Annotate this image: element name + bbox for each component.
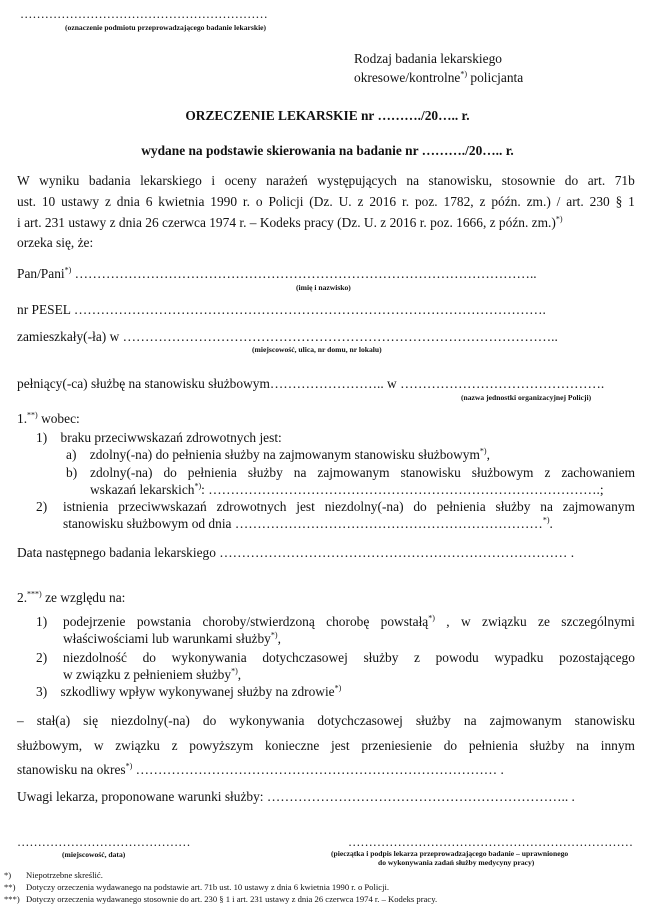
section2-heading: 2.***) ze względu na: xyxy=(17,589,126,605)
word: kwietnia xyxy=(158,194,205,209)
word: na xyxy=(576,738,589,753)
word: do xyxy=(142,650,156,665)
word: poz. xyxy=(414,194,438,209)
word: pełnienia xyxy=(468,738,518,753)
next-exam-date[interactable]: Data następnego badania lekarskiego …………………………………………………………………… . xyxy=(17,545,575,560)
word: konieczne xyxy=(264,738,320,753)
option-b-line2[interactable]: wskazań lekarskich*): …………………………………………………………………………….; xyxy=(90,481,604,497)
word: w xyxy=(93,738,104,753)
word: dotychczasowej xyxy=(317,713,403,728)
word: wykonywania xyxy=(229,713,305,728)
entity-dots: …………………………………………………… xyxy=(20,7,268,21)
word: wypadku xyxy=(494,650,544,665)
section2-item2-line1[interactable] xyxy=(63,650,635,666)
conclusion-line3[interactable]: stanowisku na okres*) ……………………………………………………………………… . xyxy=(17,761,504,777)
section1-item2-line2[interactable]: stanowisku służbowym od dnia ……………………………………………………………*). xyxy=(63,515,553,531)
section1-heading: 1.**) wobec: xyxy=(17,410,80,426)
word: 2016 xyxy=(369,194,397,209)
word: służby xyxy=(529,738,565,753)
word: i xyxy=(211,173,216,188)
word: zajmowanym xyxy=(317,465,390,480)
word: wykonywania xyxy=(171,650,247,665)
intro-line1 xyxy=(17,173,635,189)
word: stanowisku xyxy=(400,465,461,480)
word: służby xyxy=(415,713,451,728)
word: oceny xyxy=(224,173,257,188)
word: z xyxy=(414,650,420,665)
word: na xyxy=(463,713,477,728)
word: r. xyxy=(242,194,250,209)
word: – xyxy=(17,713,24,728)
section2-item1-line1[interactable] xyxy=(63,614,635,630)
document-subtitle: wydane na podstawie skierowania na badanie nr ………./20….. r. xyxy=(141,143,514,158)
word: zdolny(-na) xyxy=(90,465,153,480)
word: art. xyxy=(566,194,584,209)
conclusion-line2 xyxy=(17,738,635,754)
word: 1990 xyxy=(210,194,238,209)
word: zm.) xyxy=(526,194,551,209)
entity-caption: (oznaczenie podmiotu przeprowadzającego badanie lekarskie) xyxy=(65,23,267,32)
word: z xyxy=(104,194,111,209)
word: niezdolny(-na) xyxy=(111,713,190,728)
word: stał(a) xyxy=(36,713,71,728)
footnote-3: ***) Dotyczy orzeczenia wydawanego stosownie do art. 230 § 1 i art. 231 ustawy z dnia 26 czerwca 1974 r. – Kodeks pracy. xyxy=(4,894,438,904)
word: powstania xyxy=(136,614,192,629)
word: istnienia xyxy=(63,499,109,514)
service-field[interactable]: pełniący(-ca) służbę na stanowisku służbowym…………………….. w ………………………………………. xyxy=(17,376,605,391)
word: niezdolny(-na) xyxy=(324,499,404,514)
word: związku xyxy=(482,614,527,629)
exam-type-line2: okresowe/kontrolne*) policjanta xyxy=(354,69,524,85)
word: lekarskiego xyxy=(140,173,202,188)
word: stanowisku xyxy=(574,713,635,728)
address-field[interactable]: zamieszkały(-ła) w …………………………………………………………………………………….. xyxy=(17,329,558,344)
word: służbowym xyxy=(471,465,534,480)
document-title: ORZECZENIE LEKARSKIE nr ………./20….. r. xyxy=(185,108,470,123)
word: zdrowotnych xyxy=(216,499,287,514)
pesel-field[interactable]: nr PESEL ……………………………………………………………………………………………. xyxy=(17,302,546,317)
word: jest xyxy=(331,738,350,753)
option-b-line1[interactable] xyxy=(90,465,635,481)
word: 1782, xyxy=(443,194,474,209)
word: przeciwwskazań xyxy=(118,499,207,514)
word: ust. xyxy=(17,194,36,209)
word: do xyxy=(443,738,458,753)
word: Policji xyxy=(268,194,304,209)
doctor-signature-caption-1: (pieczątka i podpis lekarza przeprowadzającego badanie – uprawnionego xyxy=(331,849,569,858)
section2-item1-num: 1) xyxy=(36,614,48,629)
word: późn. xyxy=(491,194,521,209)
word: niezdolność xyxy=(63,650,127,665)
section1-item2-line1[interactable] xyxy=(63,499,635,515)
word: U. xyxy=(338,194,352,209)
option-b-num[interactable]: b) xyxy=(66,465,78,480)
unit-caption: (nazwa jednostki organizacyjnej Policji) xyxy=(461,393,592,402)
word: dnia xyxy=(116,194,140,209)
place-date-dots[interactable]: …………………………………… xyxy=(17,835,191,849)
word: , xyxy=(446,614,450,629)
option-a[interactable]: a) zdolny(-na) do pełnienia służby na zajmowanym stanowisku służbowym*), xyxy=(66,446,490,462)
word: pełnienia xyxy=(187,465,237,480)
word: z xyxy=(479,194,486,209)
section1-item1: 1) braku przeciwwskazań zdrowotnych jest: xyxy=(36,430,282,445)
place-date-caption: (miejscowość, data) xyxy=(62,850,126,859)
section2-item2-line2[interactable]: w związku z pełnieniem służby*), xyxy=(63,666,242,682)
word: służby xyxy=(495,499,531,514)
remarks-field[interactable]: Uwagi lekarza, proponowane warunki służby: ………………………………………………………….. . xyxy=(17,789,575,804)
word: służbowym, xyxy=(17,738,83,753)
word: r. xyxy=(401,194,410,209)
word: § xyxy=(615,194,623,209)
word: 230 xyxy=(589,194,610,209)
word: 6 xyxy=(145,194,153,209)
word: pozostającego xyxy=(559,650,635,665)
name-field[interactable]: Pan/Pani*) ………………………………………………………………………………………….. xyxy=(17,265,537,281)
intro-line2 xyxy=(17,194,635,210)
word: występujących xyxy=(317,173,397,188)
word: (Dz. xyxy=(309,194,333,209)
word: badania xyxy=(88,173,131,188)
word: z xyxy=(544,465,551,480)
word: narażeń xyxy=(266,173,308,188)
doctor-signature-caption-2: do wykonywania zadań służby medycyny pracy) xyxy=(378,858,535,867)
word: zajmowanym xyxy=(489,713,562,728)
word: z xyxy=(171,738,178,753)
word: służby xyxy=(363,650,399,665)
section2-item1-line2[interactable]: właściwościami lub warunkami służby*), xyxy=(63,630,281,646)
word: 71b xyxy=(614,173,635,188)
word: wyniku xyxy=(39,173,80,188)
word: służby xyxy=(247,465,283,480)
footnote-2: **) Dotyczy orzeczenia wydawanego na podstawie art. 71b ust. 10 ustawy z dnia 6 kwietnia 1990 r. o Policji. xyxy=(4,882,389,892)
word: na xyxy=(540,499,553,514)
word: powyższym xyxy=(189,738,254,753)
word: W xyxy=(17,173,30,188)
word: do xyxy=(413,499,427,514)
section2-item2-num: 2) xyxy=(36,650,48,665)
word: szczególnymi xyxy=(561,614,635,629)
word: jest xyxy=(296,499,315,514)
word: / xyxy=(556,194,561,209)
word: ze xyxy=(538,614,550,629)
word: przeniesienie xyxy=(361,738,432,753)
word: zajmowanym xyxy=(562,499,635,514)
word: na xyxy=(293,465,307,480)
name-caption: (imię i nazwisko) xyxy=(296,283,351,292)
word: stanowisku, xyxy=(428,173,493,188)
word: w xyxy=(461,614,471,629)
word: podejrzenie xyxy=(63,614,126,629)
word: do xyxy=(564,173,579,188)
intro-line3: i art. 231 ustawy z dnia 26 czerwca 1974 r. – Kodeks pracy (Dz. U. z 2016 r. poz. 1666, z późn. zm.)*) xyxy=(17,214,563,230)
section2-item3[interactable]: 3) szkodliwy wpływ wykonywanej służby na zdrowie*) xyxy=(36,683,342,699)
word: do xyxy=(163,465,177,480)
word: powstałą*) xyxy=(380,613,435,629)
section1-item2-num: 2) xyxy=(36,499,48,514)
word: związku xyxy=(115,738,160,753)
conclusion-line1 xyxy=(17,713,635,729)
word: chorobę xyxy=(326,614,370,629)
address-caption: (miejscowość, ulica, nr domu, nr lokalu) xyxy=(252,345,382,354)
word: z xyxy=(357,194,364,209)
word: o xyxy=(255,194,263,209)
word: innym xyxy=(600,738,635,753)
word: art. xyxy=(587,173,606,188)
word: zachowaniem xyxy=(561,465,635,480)
word: 10 xyxy=(41,194,56,209)
intro-line4: orzeka się, że: xyxy=(17,235,94,250)
doctor-signature-dots[interactable]: …………………………………………………………… xyxy=(348,835,633,849)
word: do xyxy=(202,713,217,728)
exam-type-line1: Rodzaj badania lekarskiego xyxy=(354,51,502,66)
word: stosownie xyxy=(501,173,556,188)
word: powodu xyxy=(435,650,479,665)
word: na xyxy=(406,173,420,188)
word: 1 xyxy=(628,194,635,209)
word: dotychczasowej xyxy=(262,650,348,665)
word: ustawy xyxy=(61,194,100,209)
footnote-1: *) Niepotrzebne skreślić. xyxy=(4,870,103,880)
word: choroby/stwierdzoną xyxy=(202,614,315,629)
word: pełnienia xyxy=(436,499,486,514)
word: się xyxy=(83,713,99,728)
